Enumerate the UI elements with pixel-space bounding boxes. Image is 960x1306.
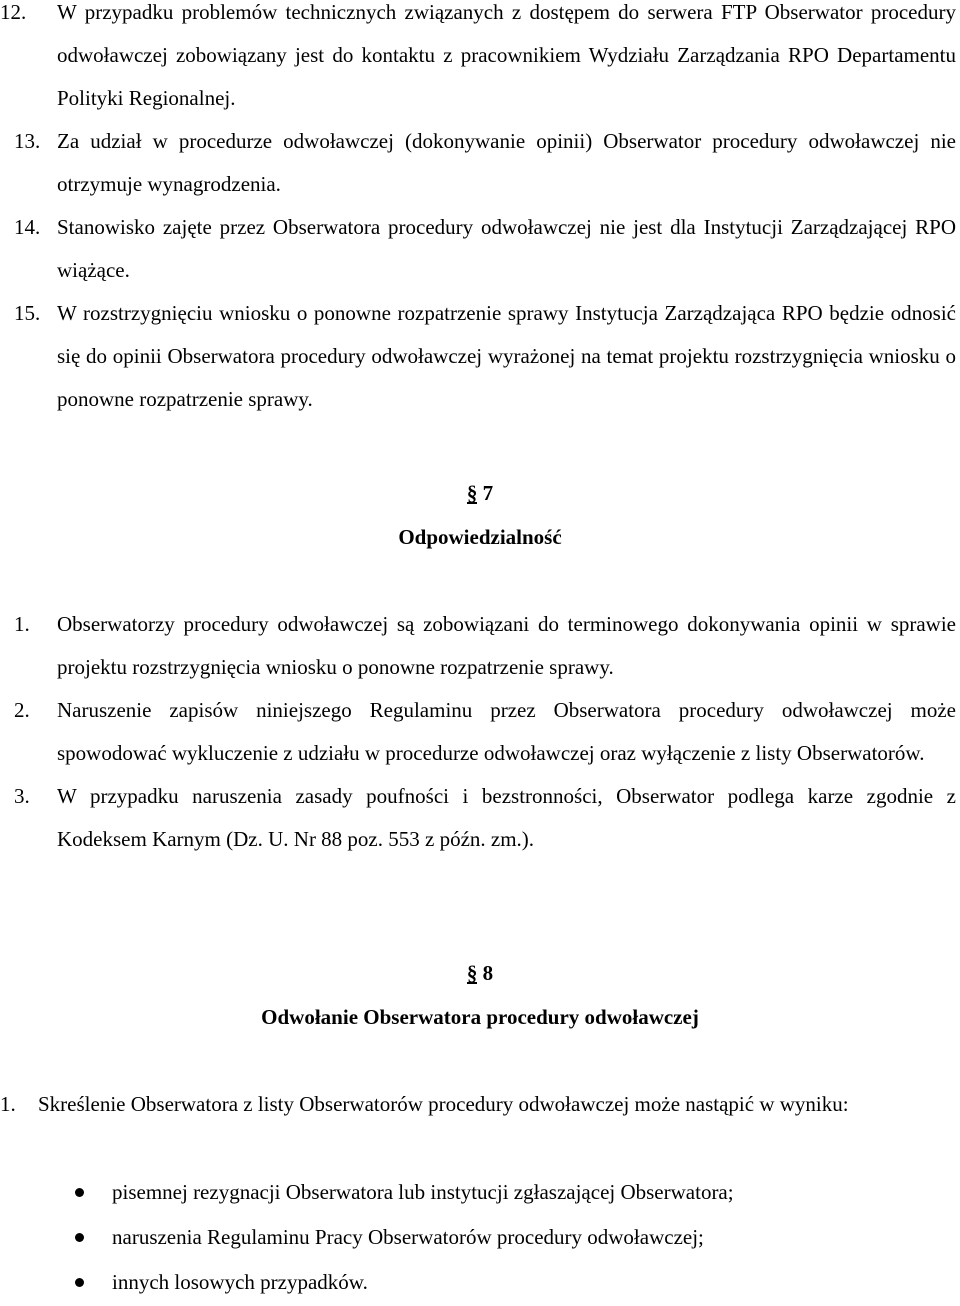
section-sign: §	[466, 481, 478, 505]
item-text: W przypadku problemów technicznych związanych z dostępem do serwera FTP Obserwator procedury odwoławczej zobowiązany jest do kontaktu z pracownikiem Wydziału Zarządzania RPO Departamentu Polityki Regionalnej.	[57, 0, 956, 110]
item-text: Naruszenie zapisów niniejszego Regulaminu przez Obserwatora procedury odwoławczej może spowodować wykluczenie z udziału w procedurze odwoławczej oraz wyłączenie z listy Obserwatorów.	[57, 698, 956, 765]
item-number: 1.	[14, 612, 30, 636]
bullet-icon	[75, 1233, 84, 1242]
bullet-list	[0, 1171, 960, 1306]
list-item	[0, 292, 956, 421]
numbered-list-section-7	[0, 603, 956, 861]
list-item	[0, 775, 956, 861]
item-text: W przypadku naruszenia zasady poufności i bezstronności, Obserwator podlega karze zgodnie z Kodeksem Karnym (Dz. U. Nr 88 poz. 553 z późn. zm.).	[57, 784, 956, 851]
item-text: Za udział w procedurze odwoławczej (dokonywanie opinii) Obserwator procedury odwoławczej nie otrzymuje wynagrodzenia.	[57, 129, 956, 196]
section-7-number	[0, 472, 960, 515]
bullet-icon	[75, 1278, 84, 1287]
list-item	[0, 206, 956, 292]
bullet-text: pisemnej rezygnacji Obserwatora lub instytucji zgłaszającej Obserwatora;	[112, 1180, 734, 1204]
section-sign: §	[466, 961, 478, 985]
bullet-item	[0, 1216, 960, 1261]
bullet-icon	[75, 1188, 84, 1197]
section-number: 8	[482, 961, 494, 985]
numbered-list-top	[0, 0, 956, 421]
item-number: 12.	[0, 0, 27, 24]
bullet-item	[0, 1171, 960, 1216]
item-text: Obserwatorzy procedury odwoławczej są zobowiązani do terminowego dokonywania opinii w sprawie projektu rozstrzygnięcia wniosku o ponowne rozpatrzenie sprawy.	[57, 612, 956, 679]
list-item	[0, 0, 956, 120]
item-number: 2.	[14, 698, 30, 722]
section-number: 7	[482, 481, 494, 505]
item-number: 15.	[14, 301, 41, 325]
list-item	[0, 120, 956, 206]
item-number: 13.	[14, 129, 41, 153]
item-number: 1.	[0, 1092, 16, 1116]
item-text: Skreślenie Obserwatora z listy Obserwatorów procedury odwoławczej może nastąpić w wyniku:	[38, 1092, 849, 1116]
bullet-item	[0, 1261, 960, 1306]
item-text: Stanowisko zajęte przez Obserwatora procedury odwoławczej nie jest dla Instytucji Zarządzającej RPO wiążące.	[57, 215, 956, 282]
bullet-text: innych losowych przypadków.	[112, 1270, 368, 1294]
section-8-title: Odwołanie Obserwatora procedury odwoławczej	[261, 1005, 699, 1029]
list-item	[0, 603, 956, 689]
item-number: 14.	[14, 215, 41, 239]
section-7-title: Odpowiedzialność	[398, 525, 562, 549]
item-number: 3.	[14, 784, 30, 808]
numbered-list-section-8	[0, 1083, 956, 1126]
list-item	[0, 1083, 956, 1126]
section-8-number	[0, 952, 960, 995]
item-text: W rozstrzygnięciu wniosku o ponowne rozpatrzenie sprawy Instytucja Zarządzająca RPO będzie odnosić się do opinii Obserwatora procedury odwoławczej wyrażonej na temat projektu rozstrzygnięcia wniosku o ponowne rozpatrzenie sprawy.	[57, 301, 956, 411]
bullet-text: naruszenia Regulaminu Pracy Obserwatorów procedury odwoławczej;	[112, 1225, 704, 1249]
list-item	[0, 689, 956, 775]
